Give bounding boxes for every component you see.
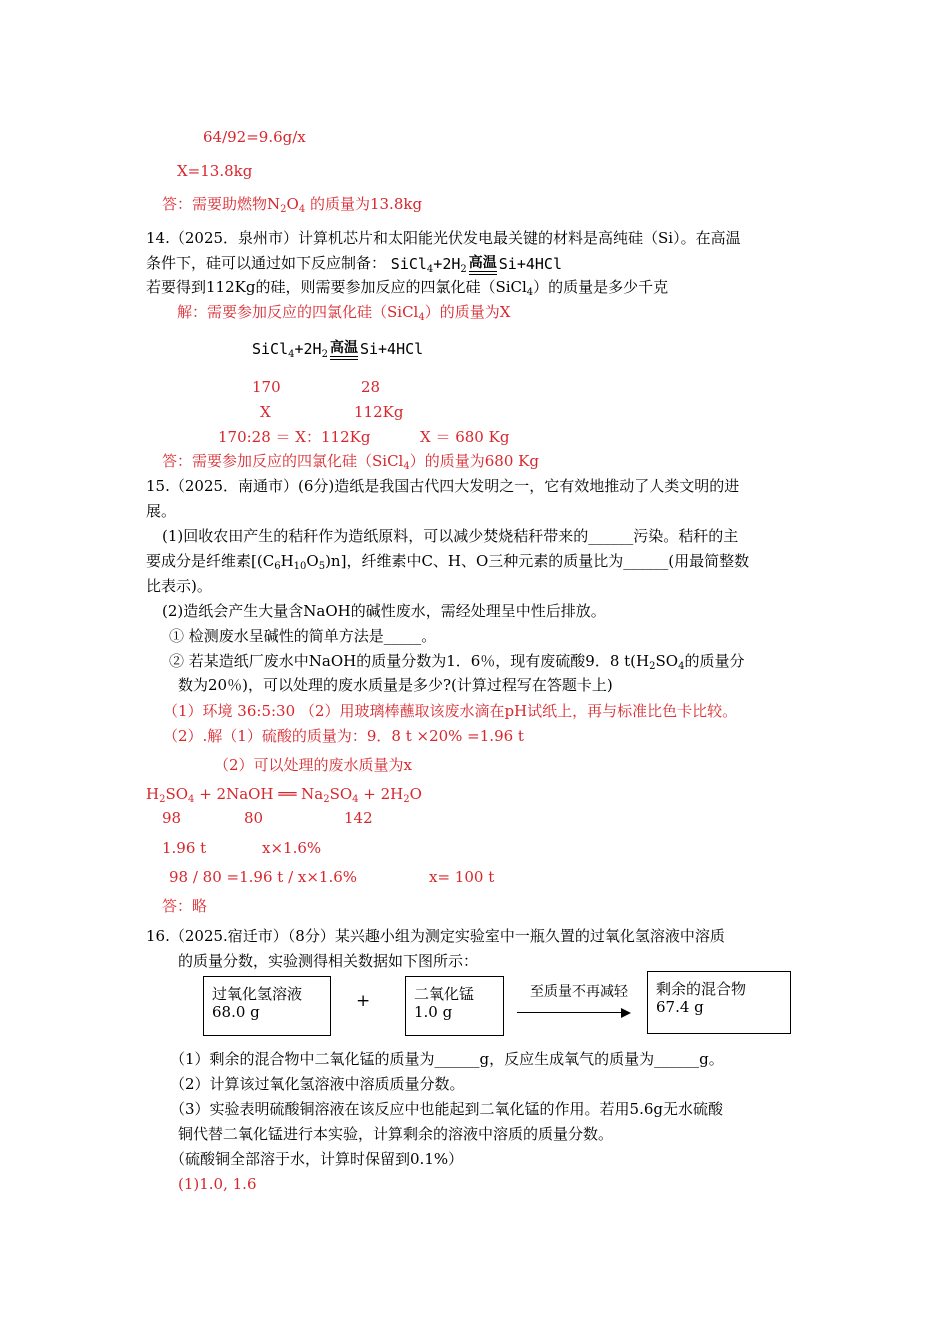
q15-proportion: 98 / 80 =1.96 t / x×1.6% [169,868,358,886]
molar-mass-si: 28 [361,378,381,396]
q15-line1: 15.（2025．南通市）(6分)造纸是我国古代四大发明之一，它有效地推动了人类文明的进 [146,477,740,495]
box-label: 过氧化氢溶液 [212,985,303,1003]
q16-part3-line3: （硫酸铜全部溶于水，计算时保留到0.1%） [170,1150,464,1168]
q16-part3-line1: （3）实验表明硫酸铜溶液在该反应中也能起到二氧化锰的作用。若用5.6g无水硫酸 [170,1100,724,1118]
q15-part2-a: ① 检测废水呈碱性的简单方法是_____。 [169,627,437,645]
q14-line3: 若要得到112Kg的硅，则需要参加反应的四氯化硅（SiCl$_4$）的质量是多少千克 [146,278,669,298]
mass-na2so4: 142 [344,809,373,827]
box-manganese-dioxide [405,976,504,1036]
box-value: 67.4 g [656,998,704,1016]
unknown-x: X [260,403,271,421]
value-naoh: x×1.6% [262,839,322,857]
mass-naoh: 80 [244,809,264,827]
mass-si: 112Kg [354,403,404,421]
box-value: 68.0 g [212,1003,260,1021]
q14-answer: 答：需要参加反应的四氯化硅（SiCl$_4$）的质量为680 Kg [162,452,539,472]
molar-mass-sicl4: 170 [252,378,281,396]
mass-h2so4: 98 [162,809,182,827]
q14-line2: 条件下，硅可以通过如下反应制备： $SiCl_4+2H_2$ 高温 Si+4HCl [146,254,562,275]
arrow-head-icon [621,1008,631,1018]
box-hydrogen-peroxide [203,976,331,1036]
q15-part2: (2)造纸会产生大量含NaOH的碱性废水，需经处理呈中性后排放。 [162,602,606,620]
q14-solution-equation: $SiCl_4+2H_2$ 高温 Si+4HCl [252,339,424,360]
ratio-line: 64/92=9.6g/x [203,128,306,146]
result-line: X=13.8kg [177,162,253,180]
answer-line: 答：需要助燃物$N_2O_4$ 的质量为13.8kg [162,195,423,215]
q14-result: X ＝ 680 Kg [420,428,510,446]
q15-answer3: （2）可以处理的废水质量为x [214,756,413,774]
q16-line2: 的质量分数，实验测得相关数据如下图所示： [178,952,479,970]
q15-equation: $H_2SO_4$ + 2NaOH ══ $Na_2SO_4 + 2H_2O$ [146,785,422,805]
q16-part2: （2）计算该过氧化氢溶液中溶质质量分数。 [170,1075,465,1093]
q14-proportion: 170:28 ＝ X：112Kg [218,428,371,446]
reaction-arrow [517,1012,622,1013]
q15-line2: 展。 [146,502,177,520]
q15-answer2: （2）.解（1）硫酸的质量为：9．8 t ×20% =1.96 t [163,727,524,745]
reaction-condition: 高温 [467,256,499,275]
q16-part3-line2: 铜代替二氧化锰进行本实验，计算剩余的溶液中溶质的质量分数。 [178,1125,614,1143]
q14-solution: 解：需要参加反应的四氯化硅（SiCl$_4$）的质量为X [177,303,511,323]
q14-line1: 14.（2025．泉州市）计算机芯片和太阳能光伏发电最关键的材料是高纯硅（Si）。在高温 [146,229,741,247]
q15-part1-line3: 比表示)。 [146,577,212,595]
q15-answer1: （1）环境 36:5:30 （2）用玻璃棒蘸取该废水滴在pH试纸上，再与标准比色卡比较。 [163,702,738,720]
q15-part2-c: 数为20％)，可以处理的废水质量是多少?(计算过程写在答题卡上) [178,676,613,694]
q16-part1: （1）剩余的混合物中二氧化锰的质量为______g，反应生成氧气的质量为______g。 [170,1050,724,1068]
box-label: 二氧化锰 [414,985,475,1003]
q15-part2-b: ② 若某造纸厂废水中NaOH的质量分数为1．6％，现有废硫酸9．8 $t(H_2SO_4$的质量分 [169,652,745,672]
q16-answer: (1)1.0, 1.6 [178,1175,257,1193]
q15-result: x= 100 t [429,868,495,886]
box-value: 1.0 g [414,1003,453,1021]
q15-part1-line1: (1)回收农田产生的秸秆作为造纸原料，可以减少焚烧秸秆带来的______污染。秸秆的主 [162,527,739,545]
arrow-label: 至质量不再减轻 [530,984,628,1000]
q14-equation: $SiCl_4+2H_2$ 高温 Si+4HCl [390,254,562,275]
plus-sign: + [356,991,371,1011]
box-label: 剩余的混合物 [656,980,747,998]
q16-line1: 16.（2025.宿迁市）（8分）某兴趣小组为测定实验室中一瓶久置的过氧化氢溶液中溶质 [146,927,725,945]
box-remaining-mixture [647,971,791,1034]
value-h2so4: 1.96 t [162,839,207,857]
q15-part1-line2: 要成分是纤维素$[(C_6H_{10}O_5)n]$，纤维素中C、H、O三种元素的质量比为______(用最简整数 [146,552,750,572]
q15-final-answer: 答：略 [162,897,208,915]
